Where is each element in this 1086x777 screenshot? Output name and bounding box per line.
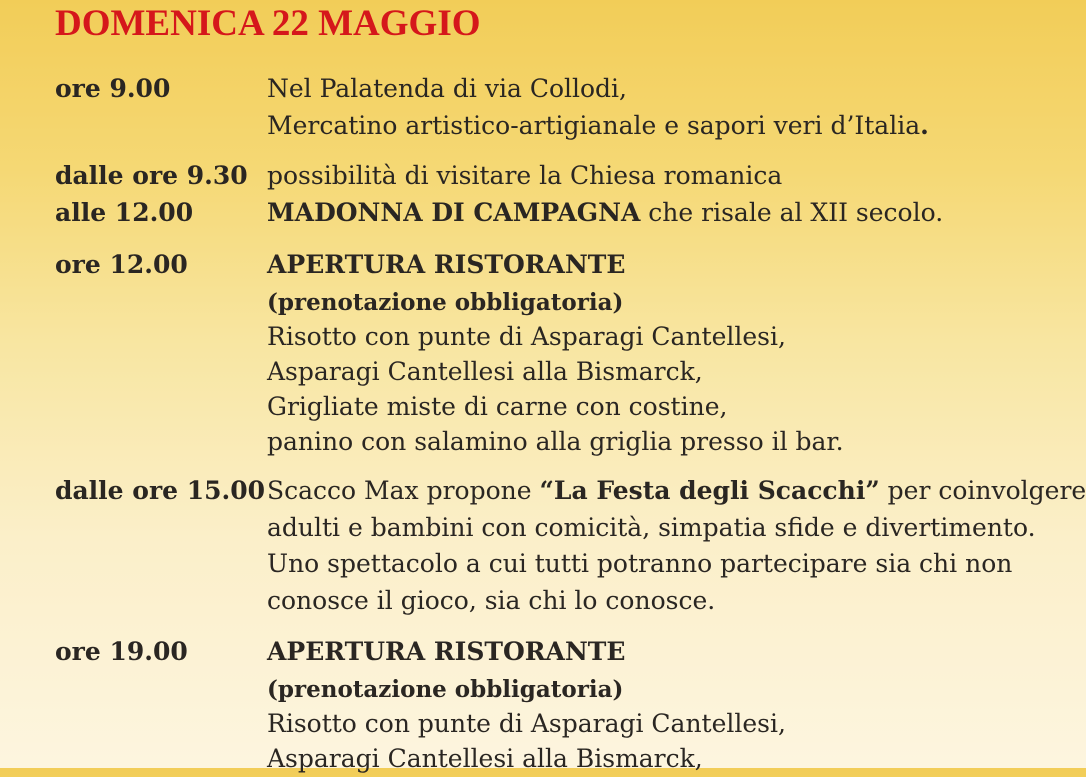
time-p1: ore 9.00: [55, 74, 171, 103]
p4-line3: Uno spettacolo a cui tutti potranno partecipare sia chi non: [267, 549, 1013, 578]
p4-line1-c: per coinvolgere: [879, 476, 1086, 505]
p3-item: Risotto con punte di Asparagi Cantellesi,: [267, 322, 786, 351]
page-title: DOMENICA 22 MAGGIO: [55, 3, 481, 44]
p1-line2: [267, 108, 929, 144]
p1-line2-end: .: [920, 111, 929, 140]
p2-church-name: MADONNA DI CAMPAGNA: [267, 198, 641, 227]
p4-line1: [267, 473, 1086, 509]
p2-line1: possibilità di visitare la Chiesa romanica: [267, 161, 783, 190]
p4-line4: conosce il gioco, sia chi lo conosce.: [267, 586, 716, 615]
time-p2-start: dalle ore 9.30: [55, 161, 248, 190]
p5-item: Risotto con punte di Asparagi Cantellesi,: [267, 709, 786, 738]
time-p4: dalle ore 15.00: [55, 476, 266, 505]
p1-line2-text: Mercatino artistico-artigianale e sapori veri d’Italia: [267, 111, 921, 140]
p3-item: Grigliate miste di carne con costine,: [267, 392, 728, 421]
p3-note: (prenotazione obbligatoria): [267, 289, 624, 316]
time-p5: ore 19.00: [55, 637, 188, 666]
p1-line1: Nel Palatenda di via Collodi,: [267, 74, 627, 103]
p5-item: Asparagi Cantellesi alla Bismarck,: [267, 744, 703, 773]
time-p2-end: alle 12.00: [55, 198, 194, 227]
p3-item: panino con salamino alla griglia presso il bar.: [267, 427, 844, 456]
p4-line2: adulti e bambini con comicità, simpatia sfide e divertimento.: [267, 513, 1036, 542]
p5-heading: APERTURA RISTORANTE: [267, 637, 626, 666]
p4-line1-a: Scacco Max propone: [267, 476, 540, 505]
p5-note: (prenotazione obbligatoria): [267, 676, 624, 703]
p2-line2-rest: che risale al XII secolo.: [640, 198, 944, 227]
p3-heading: APERTURA RISTORANTE: [267, 250, 626, 279]
time-p3: ore 12.00: [55, 250, 188, 279]
p3-item: Asparagi Cantellesi alla Bismarck,: [267, 357, 703, 386]
p4-event-name: “La Festa degli Scacchi”: [539, 476, 880, 505]
p2-line2: [267, 195, 943, 231]
